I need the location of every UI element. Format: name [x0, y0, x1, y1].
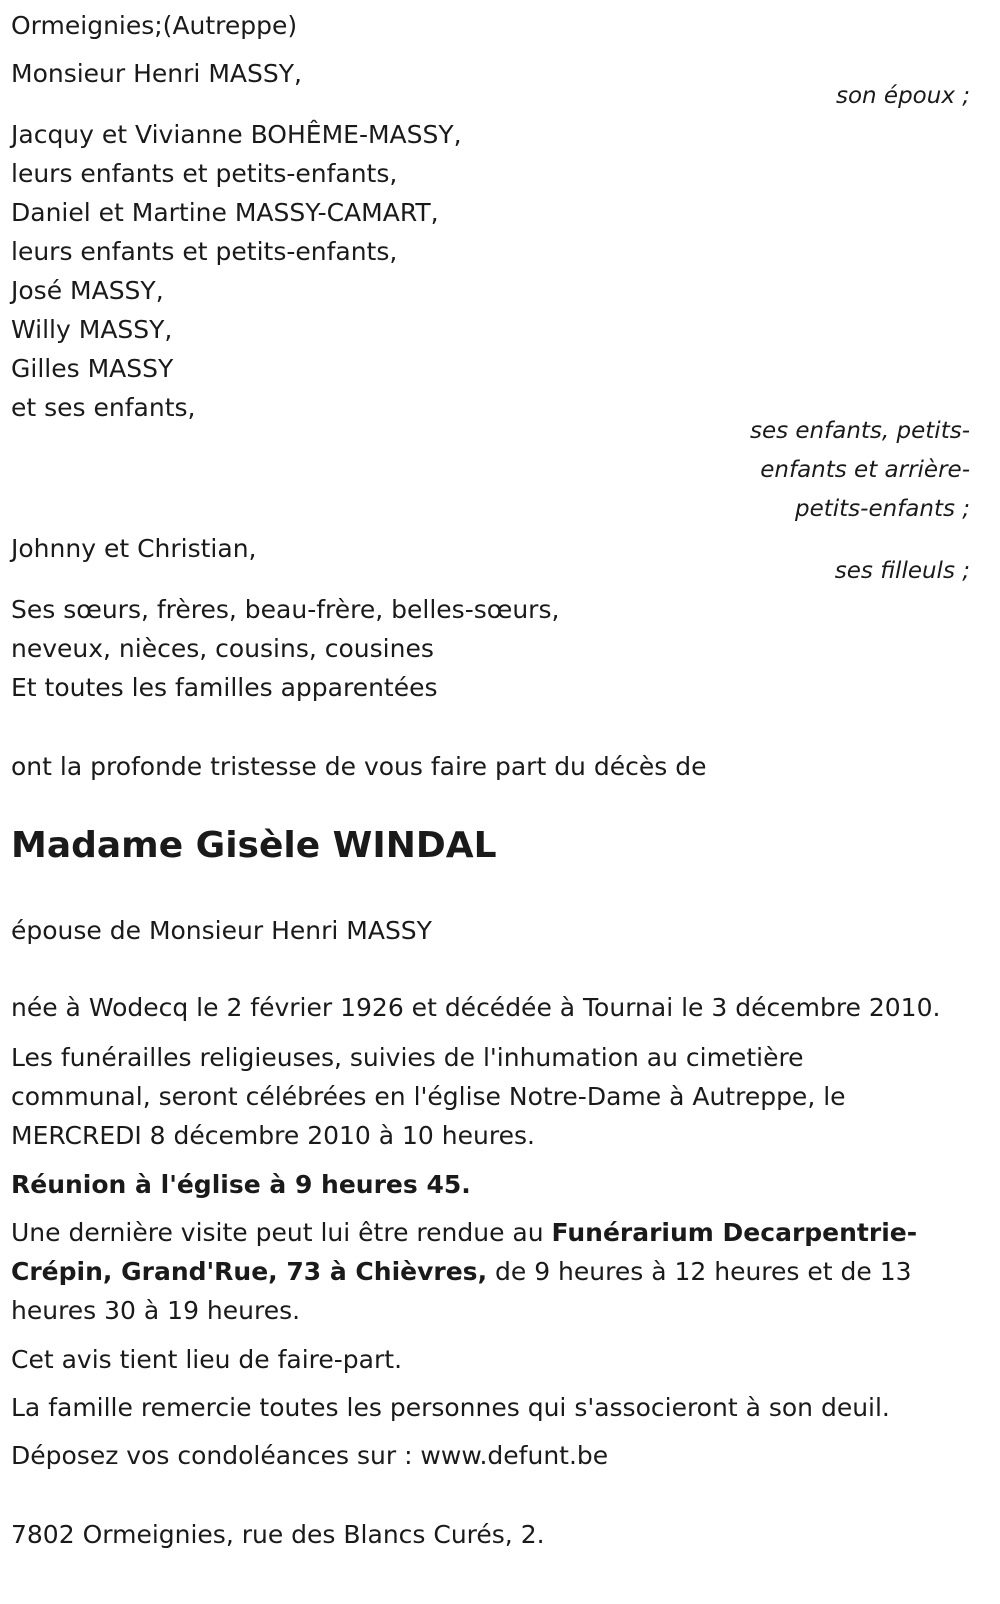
list-item: Et toutes les familles apparentées [11, 673, 438, 702]
list-item: Ses sœurs, frères, beau-frère, belles-sœurs, [11, 595, 560, 624]
location-header: Ormeignies;(Autreppe) [11, 11, 298, 40]
condolences: Déposez vos condoléances sur : www.defunt.be [11, 1441, 609, 1470]
godchildren-relation: ses filleuls ; [834, 558, 970, 584]
birth-death: née à Wodecq le 2 février 1926 et décédée à Tournai le 3 décembre 2010. [11, 993, 941, 1022]
notice: Cet avis tient lieu de faire-part. [11, 1345, 403, 1374]
spouse-of: épouse de Monsieur Henri MASSY [11, 916, 432, 945]
meeting-time: Réunion à l'église à 9 heures 45. [11, 1170, 471, 1199]
children-list [11, 115, 462, 427]
visit-place: Funérarium Decarpentrie- [551, 1218, 918, 1247]
deceased-name: Madame Gisèle WINDAL [11, 825, 497, 866]
children-relation: ses enfants, petits- enfants et arrière- petits-enfants ; [749, 418, 970, 522]
address: 7802 Ormeignies, rue des Blancs Curés, 2. [11, 1520, 545, 1549]
announcement: ont la profonde tristesse de vous faire part du décès de [11, 752, 707, 781]
list-item: Daniel et Martine MASSY-CAMART, [11, 198, 439, 227]
list-item: Gilles MASSY [11, 354, 174, 383]
list-item: Jacquy et Vivianne BOHÊME-MASSY, [11, 120, 462, 149]
extended-family [11, 590, 559, 707]
list-item: neveux, nièces, cousins, cousines [11, 634, 434, 663]
list-item: leurs enfants et petits-enfants, [11, 237, 398, 266]
godchildren-line: Johnny et Christian, [11, 534, 257, 563]
visit-info: Une dernière visite peut lui être rendue au Funérarium Decarpentrie- Crépin, Grand'Rue, 73 à Chièvres, de 9 heures à 12 heures et de 13 heures 30 à 19 heures. [11, 1218, 918, 1325]
list-item: José MASSY, [11, 276, 164, 305]
list-item: Willy MASSY, [11, 315, 173, 344]
spouse-line: Monsieur Henri MASSY, [11, 59, 302, 88]
spouse-relation: son époux ; [835, 83, 970, 109]
list-item: leurs enfants et petits-enfants, [11, 159, 398, 188]
thanks: La famille remercie toutes les personnes qui s'associeront à son deuil. [11, 1393, 890, 1422]
funeral-service: Les funérailles religieuses, suivies de l'inhumation au cimetière communal, seront célébrées en l'église Notre-Dame à Autreppe, le MERCREDI 8 décembre 2010 à 10 heures. [11, 1043, 846, 1150]
list-item: et ses enfants, [11, 393, 196, 422]
